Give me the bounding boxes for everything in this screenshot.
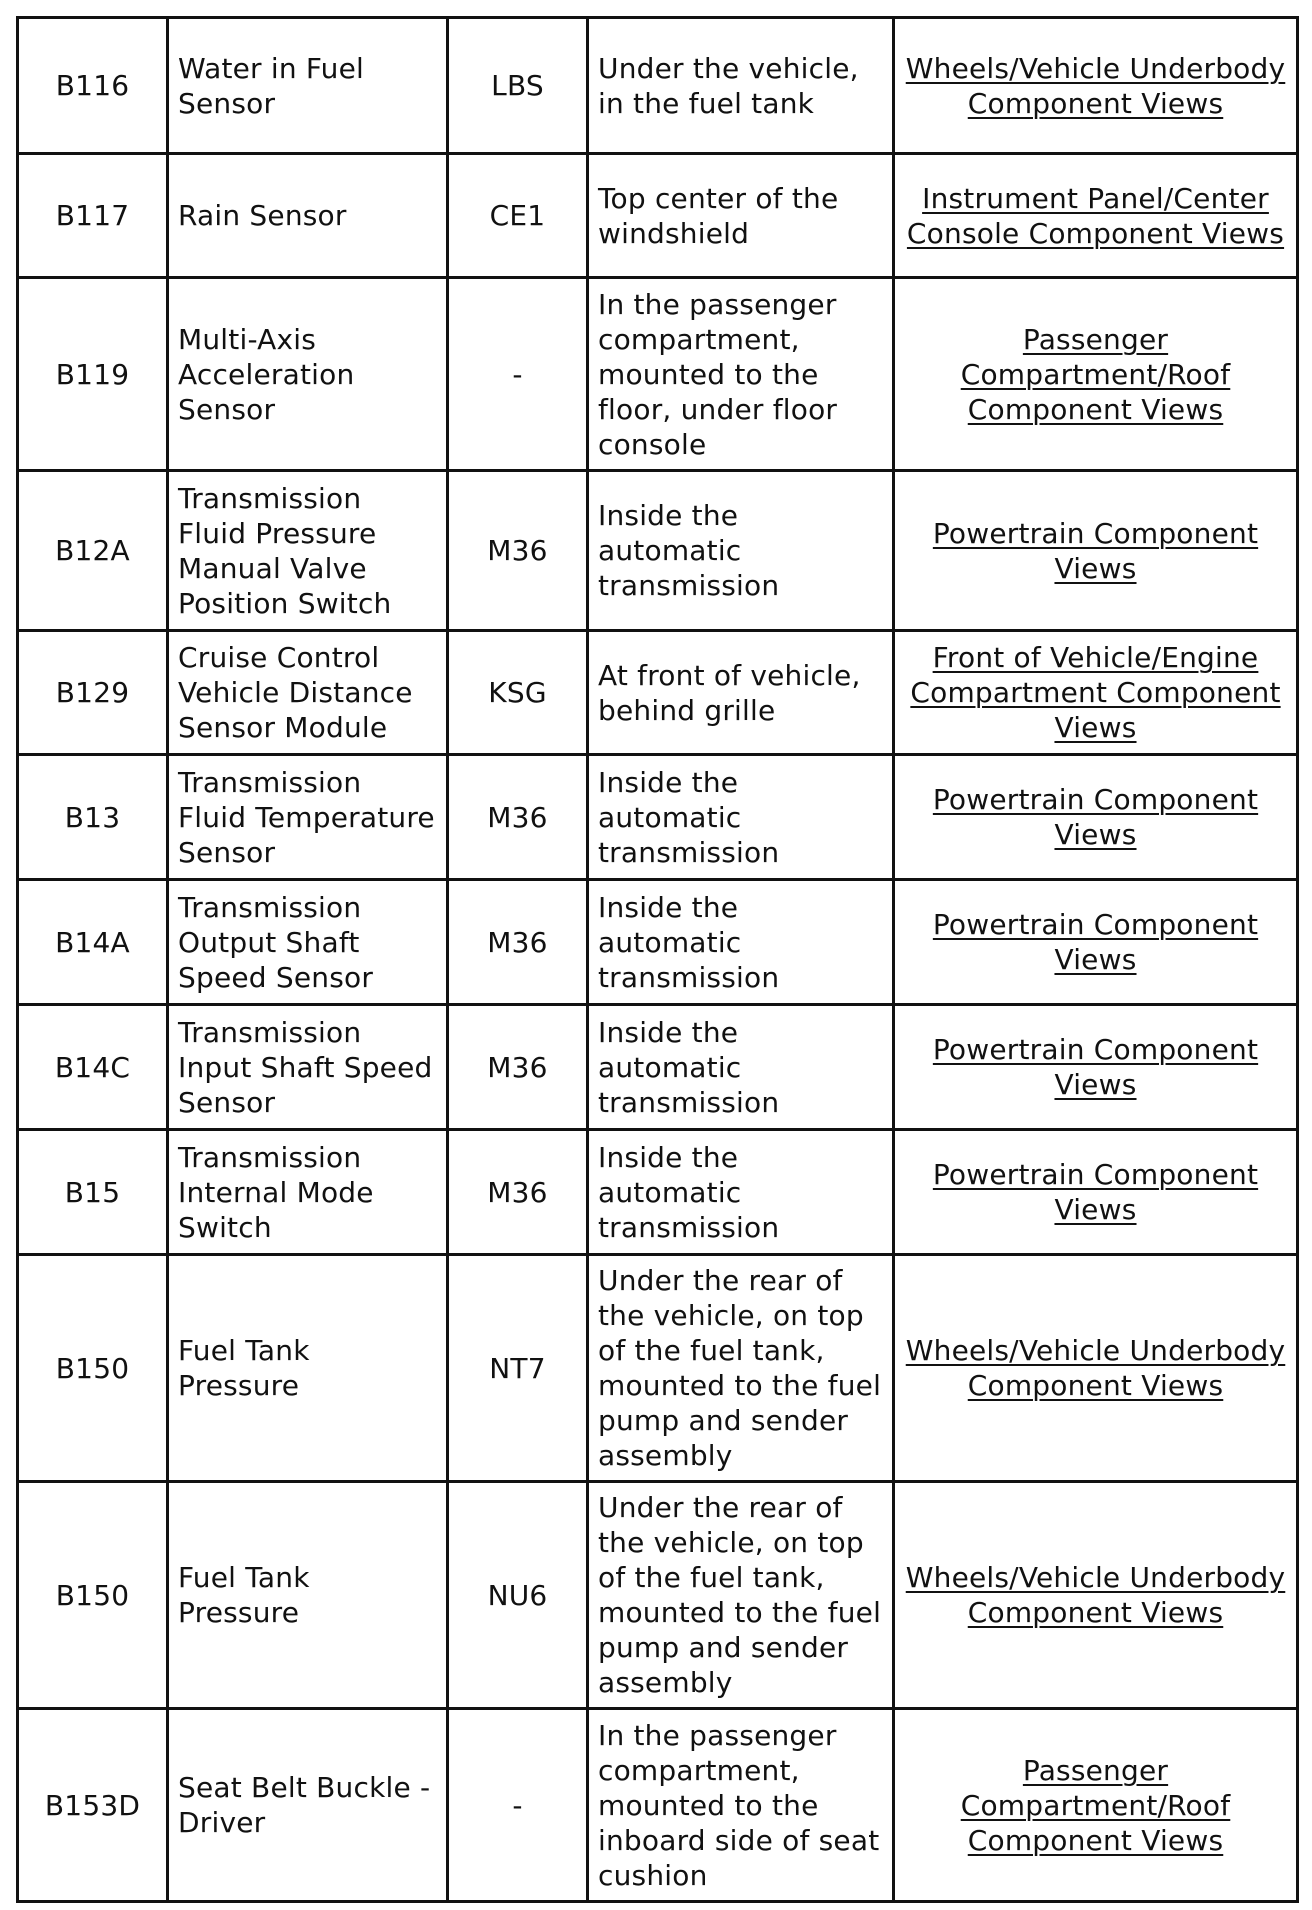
- table-row: [18, 755, 1298, 880]
- component-location: Inside the automatic transmission: [588, 1130, 894, 1255]
- table-row: [18, 154, 1298, 278]
- rpo-code: LBS: [448, 18, 588, 154]
- table-row: [18, 1709, 1298, 1902]
- component-location: In the passenger compartment, mounted to the inboard side of seat cushion: [588, 1709, 894, 1902]
- table-row: [18, 1005, 1298, 1130]
- component-name: Water in Fuel Sensor: [168, 18, 448, 154]
- component-code: B150: [18, 1255, 168, 1482]
- component-view-cell: [894, 154, 1298, 278]
- rpo-code: M36: [448, 755, 588, 880]
- rpo-code: CE1: [448, 154, 588, 278]
- component-name: Transmission Internal Mode Switch: [168, 1130, 448, 1255]
- table-row: [18, 278, 1298, 471]
- component-code: B150: [18, 1482, 168, 1709]
- component-view-link[interactable]: Wheels/Vehicle Underbody Component Views: [905, 1561, 1286, 1629]
- component-code: B129: [18, 631, 168, 755]
- rpo-code: NU6: [448, 1482, 588, 1709]
- component-location-table: [16, 16, 1299, 1903]
- rpo-code: KSG: [448, 631, 588, 755]
- component-view-cell: [894, 1255, 1298, 1482]
- component-code: B12A: [18, 471, 168, 631]
- rpo-code: M36: [448, 471, 588, 631]
- component-view-cell: [894, 1005, 1298, 1130]
- component-name: Fuel Tank Pressure: [168, 1255, 448, 1482]
- component-location: Inside the automatic transmission: [588, 1005, 894, 1130]
- component-view-cell: [894, 631, 1298, 755]
- table-row: [18, 1482, 1298, 1709]
- component-view-link[interactable]: Front of Vehicle/Engine Compartment Component Views: [910, 641, 1281, 744]
- table-row: [18, 1130, 1298, 1255]
- component-view-cell: [894, 1482, 1298, 1709]
- component-view-link[interactable]: Powertrain Component Views: [932, 1033, 1259, 1101]
- component-view-link[interactable]: Powertrain Component Views: [932, 1158, 1259, 1226]
- rpo-code: M36: [448, 880, 588, 1005]
- component-location: Inside the automatic transmission: [588, 880, 894, 1005]
- rpo-code: M36: [448, 1130, 588, 1255]
- rpo-code: -: [448, 1709, 588, 1902]
- component-name: Cruise Control Vehicle Distance Sensor Module: [168, 631, 448, 755]
- component-location: Under the vehicle, in the fuel tank: [588, 18, 894, 154]
- component-name: Fuel Tank Pressure: [168, 1482, 448, 1709]
- rpo-code: M36: [448, 1005, 588, 1130]
- component-location: Inside the automatic transmission: [588, 755, 894, 880]
- component-view-cell: [894, 1130, 1298, 1255]
- component-view-cell: [894, 471, 1298, 631]
- table-row: [18, 18, 1298, 154]
- component-location: In the passenger compartment, mounted to the floor, under floor console: [588, 278, 894, 471]
- component-code: B15: [18, 1130, 168, 1255]
- table-row: [18, 631, 1298, 755]
- component-view-cell: [894, 278, 1298, 471]
- component-code: B153D: [18, 1709, 168, 1902]
- component-name: Transmission Fluid Pressure Manual Valve Position Switch: [168, 471, 448, 631]
- component-location: Inside the automatic transmission: [588, 471, 894, 631]
- component-view-cell: [894, 18, 1298, 154]
- component-name: Transmission Output Shaft Speed Sensor: [168, 880, 448, 1005]
- table-row: [18, 471, 1298, 631]
- component-name: Transmission Fluid Temperature Sensor: [168, 755, 448, 880]
- component-view-link[interactable]: Wheels/Vehicle Underbody Component Views: [905, 51, 1286, 120]
- component-location: Under the rear of the vehicle, on top of the fuel tank, mounted to the fuel pump and sender assembly: [588, 1255, 894, 1482]
- component-location: Top center of the windshield: [588, 154, 894, 278]
- component-view-cell: [894, 755, 1298, 880]
- component-view-cell: [894, 1709, 1298, 1902]
- component-code: B13: [18, 755, 168, 880]
- component-code: B14C: [18, 1005, 168, 1130]
- component-view-link[interactable]: Powertrain Component Views: [932, 516, 1259, 585]
- component-view-link[interactable]: Powertrain Component Views: [932, 783, 1259, 851]
- rpo-code: -: [448, 278, 588, 471]
- component-view-link[interactable]: Passenger Compartment/Roof Component Views: [960, 1753, 1231, 1857]
- component-code: B119: [18, 278, 168, 471]
- component-view-link[interactable]: Passenger Compartment/Roof Component Views: [960, 322, 1231, 426]
- rpo-code: NT7: [448, 1255, 588, 1482]
- component-view-link[interactable]: Wheels/Vehicle Underbody Component Views: [905, 1334, 1286, 1402]
- component-name: Seat Belt Buckle - Driver: [168, 1709, 448, 1902]
- component-view-link[interactable]: Instrument Panel/Center Console Component Views: [906, 181, 1285, 250]
- table-row: [18, 880, 1298, 1005]
- component-code: B117: [18, 154, 168, 278]
- component-name: Multi-Axis Acceleration Sensor: [168, 278, 448, 471]
- component-location: At front of vehicle, behind grille: [588, 631, 894, 755]
- component-view-cell: [894, 880, 1298, 1005]
- component-code: B14A: [18, 880, 168, 1005]
- component-name: Rain Sensor: [168, 154, 448, 278]
- component-view-link[interactable]: Powertrain Component Views: [932, 908, 1259, 976]
- component-name: Transmission Input Shaft Speed Sensor: [168, 1005, 448, 1130]
- component-location: Under the rear of the vehicle, on top of the fuel tank, mounted to the fuel pump and sender assembly: [588, 1482, 894, 1709]
- component-code: B116: [18, 18, 168, 154]
- table-row: [18, 1255, 1298, 1482]
